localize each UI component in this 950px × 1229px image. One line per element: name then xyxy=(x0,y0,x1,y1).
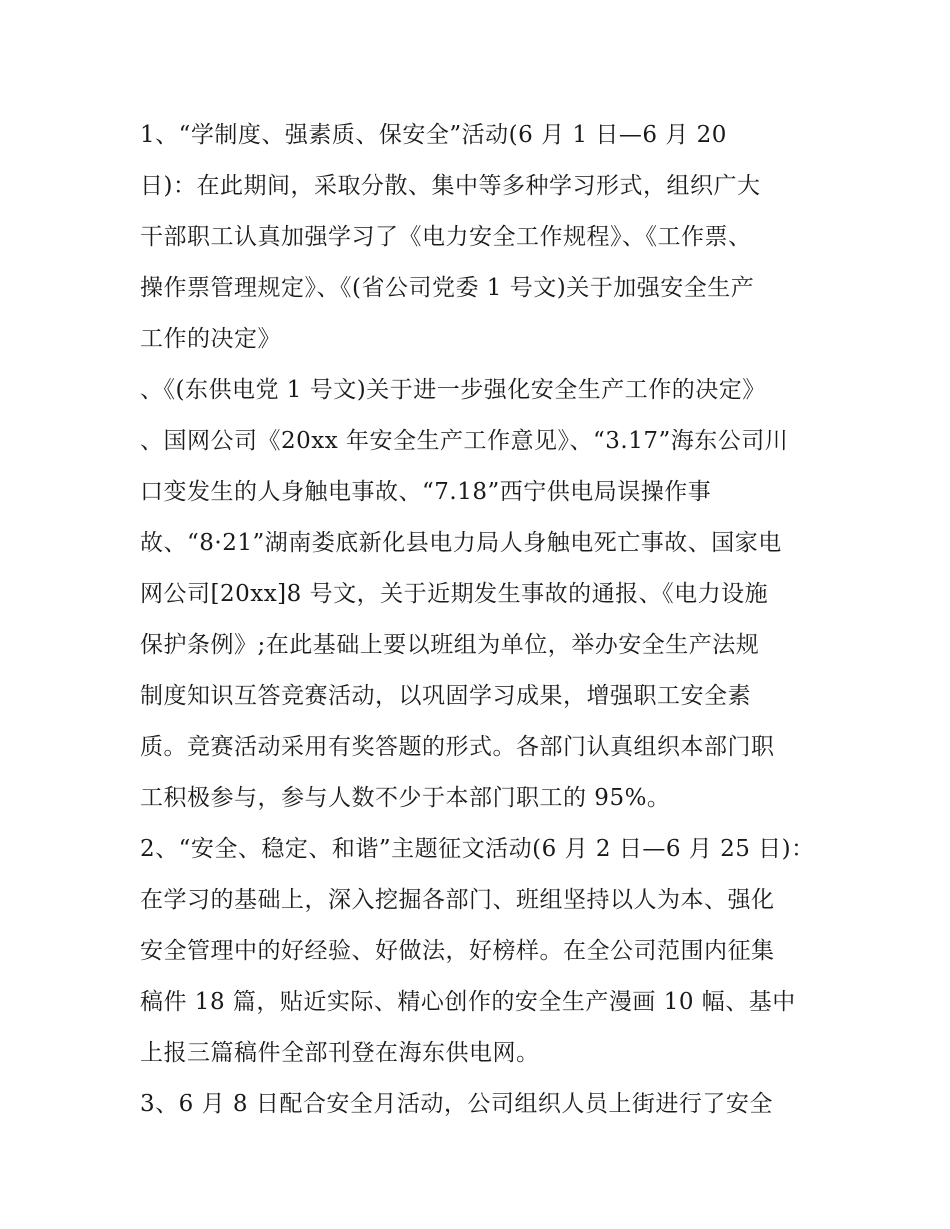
text-line: 、国网公司《20xx 年安全生产工作意见》、“3.17”海东公司川 xyxy=(140,428,789,454)
text-line: 日)：在此期间，采取分散、集中等多种学习形式，组织广大 xyxy=(140,173,761,199)
text-line: 在学习的基础上，深入挖掘各部门、班组坚持以人为本、强化 xyxy=(140,887,775,913)
text-line: 口变发生的人身触电事故、“7.18”西宁供电局误操作事 xyxy=(140,479,712,505)
text-line: 2、“安全、稳定、和谐”主题征文活动(6 月 2 日—6 月 25 日)： xyxy=(140,836,815,862)
text-line: 制度知识互答竞赛活动，以巩固学习成果，增强职工安全素 xyxy=(140,683,751,709)
text-line: 安全管理中的好经验、好做法，好榜样。在全公司范围内征集 xyxy=(140,938,775,964)
text-line: 稿件 18 篇，贴近实际、精心创作的安全生产漫画 10 幅、基中 xyxy=(140,989,796,1015)
text-line: 网公司[20xx]8 号文，关于近期发生事故的通报、《电力设施 xyxy=(140,581,769,607)
text-line: 1、“学制度、强素质、保安全”活动(6 月 1 日—6 月 20 xyxy=(140,122,727,148)
text-line: 3、6 月 8 日配合安全月活动，公司组织人员上街进行了安全 xyxy=(140,1091,773,1117)
text-line: 保护条例》;在此基础上要以班组为单位，举办安全生产法规 xyxy=(140,632,760,658)
text-line: 干部职工认真加强学习了《电力安全工作规程》、《工作票、 xyxy=(140,224,752,250)
text-line: 质。竞赛活动采用有奖答题的形式。各部门认真组织本部门职 xyxy=(140,734,775,760)
text-line: 、《(东供电党 1 号文)关于进一步强化安全生产工作的决定》 xyxy=(140,377,766,403)
document-body xyxy=(140,110,820,1130)
text-line: 上报三篇稿件全部刊登在海东供电网。 xyxy=(140,1040,540,1066)
text-line: 操作票管理规定》、《(省公司党委 1 号文)关于加强安全生产 xyxy=(140,275,755,301)
text-line: 故、“8·21”湖南娄底新化县电力局人身触电死亡事故、国家电 xyxy=(140,530,782,556)
text-line: 工积极参与，参与人数不少于本部门职工的 95%。 xyxy=(140,785,671,811)
text-line: 工作的决定》 xyxy=(140,326,281,352)
